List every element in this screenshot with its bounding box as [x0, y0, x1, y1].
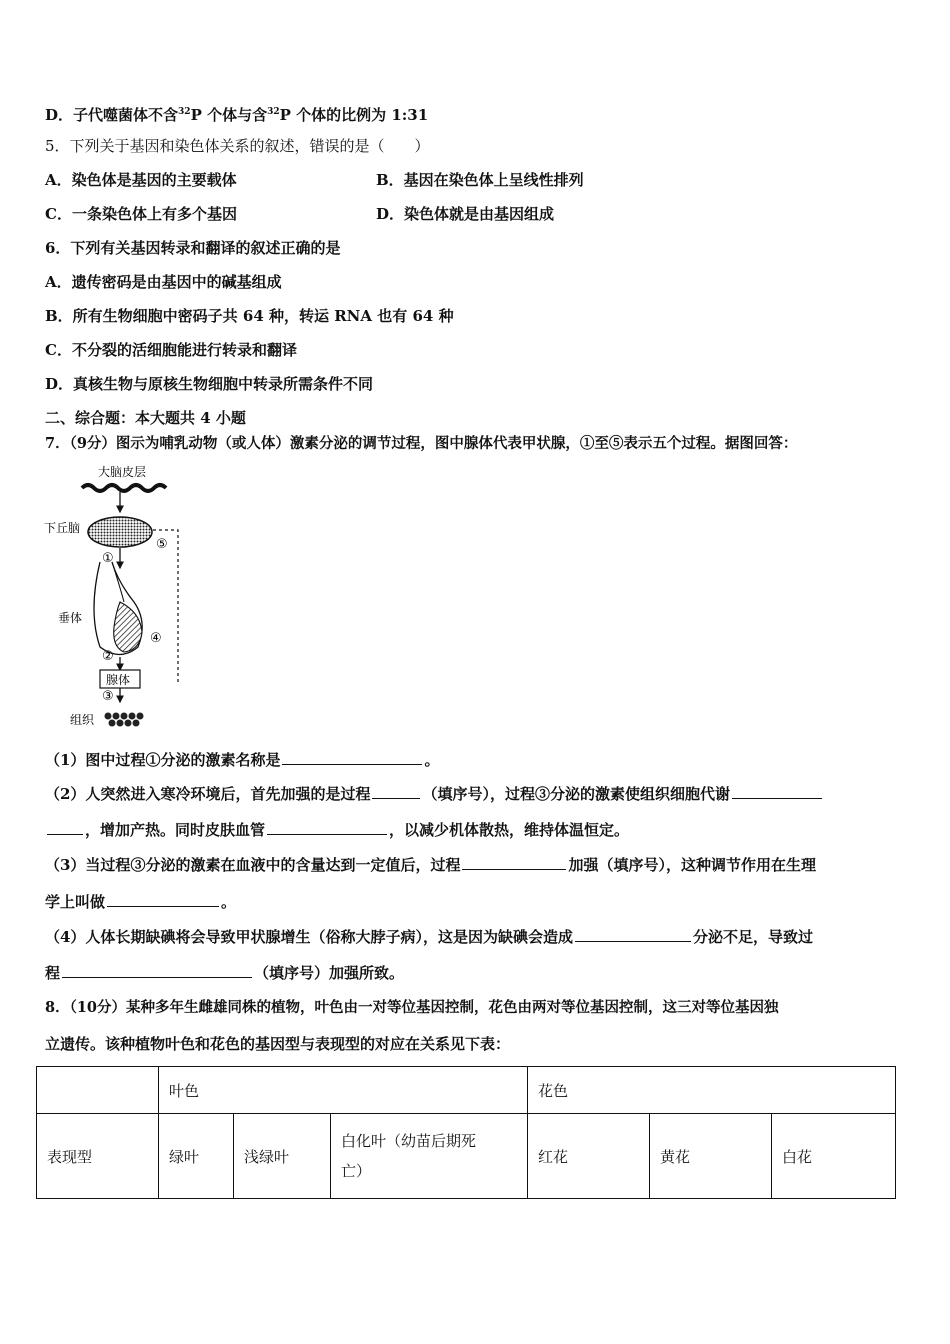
table-cell-white: 白花: [772, 1114, 896, 1199]
q6-option-c: C．不分裂的活细胞能进行转录和翻译: [45, 341, 297, 359]
answer-blank-8[interactable]: [62, 963, 252, 978]
label-gland: 腺体: [106, 673, 131, 687]
answer-blank-5[interactable]: [462, 855, 566, 870]
q7-stem: 7．（9分）图示为哺乳动物（或人体）激素分泌的调节过程，图中腺体代表甲状腺，①至⑤表示五个过程。据图回答：: [45, 435, 798, 452]
q6-option-a: A．遗传密码是由基因中的碱基组成: [45, 273, 282, 291]
q7-sub4-cont: 程 （填序号）加强所致。: [45, 964, 405, 982]
section-heading: 二、综合题：本大题共 4 小题: [45, 409, 246, 427]
table-row-label: 表现型: [37, 1114, 159, 1199]
table-header-leaf: 叶色: [159, 1067, 528, 1114]
phenotype-table: [36, 1066, 896, 1199]
table-cell-green: 绿叶: [159, 1114, 234, 1199]
hypothalamus-shape: [88, 517, 152, 547]
q7-sub2: （2）人突然进入寒冷环境后，首先加强的是过程 （填序号），过程③分泌的激素使组织细胞代谢: [45, 784, 824, 804]
q5-stem: 5．下列关于基因和染色体关系的叙述，错误的是（ ）: [45, 137, 430, 155]
q5-option-d: D．染色体就是由基因组成: [376, 205, 555, 223]
cortex-shape: [82, 485, 166, 491]
answer-blank-7[interactable]: [575, 927, 691, 942]
table-row: [37, 1114, 896, 1199]
table-cell-red: 红花: [528, 1114, 650, 1199]
label-hypothalamus: 下丘脑: [44, 521, 81, 535]
label-process-1: ①: [102, 551, 114, 566]
q6-option-b: B．所有生物细胞中密码子共 64 种，转运 RNA 也有 64 种: [45, 307, 454, 325]
table-cell-albino: 白化叶（幼苗后期死 亡）: [331, 1114, 528, 1199]
table-cell-empty: [37, 1067, 159, 1114]
q7-sub1: （1）图中过程①分泌的激素名称是 。: [45, 751, 440, 769]
table-cell-yellow: 黄花: [650, 1114, 772, 1199]
feedback-line: [153, 530, 178, 684]
q7-sub4: （4）人体长期缺碘将会导致甲状腺增生（俗称大脖子病），这是因为缺碘会造成 分泌不足，导致过: [45, 928, 813, 946]
label-tissue: 组织: [70, 713, 95, 727]
q8-stem: 8．（10分）某种多年生雌雄同株的植物，叶色由一对等位基因控制，花色由两对等位基因控制，这三对等位基因独: [45, 999, 779, 1016]
q8-stem-2: 立遗传。该种植物叶色和花色的基因型与表现型的对应在关系见下表：: [45, 1035, 511, 1053]
q5-option-a: A．染色体是基因的主要载体: [45, 171, 237, 189]
table-cell-light-green: 浅绿叶: [234, 1114, 331, 1199]
label-process-4: ④: [150, 631, 162, 646]
label-pituitary: 垂体: [58, 611, 83, 625]
tissue-cells: [105, 713, 144, 727]
label-process-2: ②: [102, 649, 114, 664]
q4-option-d: D．子代噬菌体不含$^{32}$P 个体与含$^{32}$P 个体的比例为 1:31: [45, 106, 429, 124]
pituitary-stalk: [112, 562, 124, 602]
label-process-3: ③: [102, 689, 114, 704]
label-process-5: ⑤: [156, 537, 168, 552]
hormone-regulation-diagram: [40, 462, 200, 732]
table-row: [37, 1067, 896, 1114]
q7-sub3: （3）当过程③分泌的激素在血液中的含量达到一定值后，过程 加强（填序号），这种调节作用在生理: [45, 856, 816, 874]
q7-sub2-cont: ，增加产热。同时皮肤血管 ，以减少机体散热，维持体温恒定。: [45, 820, 629, 840]
answer-blank-6[interactable]: [107, 892, 219, 907]
table-header-flower: 花色: [528, 1067, 896, 1114]
answer-blank-4[interactable]: [267, 820, 387, 835]
q5-option-c: C．一条染色体上有多个基因: [45, 205, 237, 223]
answer-blank-2[interactable]: [372, 784, 420, 799]
answer-blank-3a[interactable]: [732, 784, 822, 799]
q7-sub3-cont: 学上叫做 。: [45, 893, 237, 911]
answer-blank-3b[interactable]: [47, 820, 83, 835]
q6-stem: 6．下列有关基因转录和翻译的叙述正确的是: [45, 239, 341, 257]
q5-option-b: B．基因在染色体上呈线性排列: [376, 171, 584, 189]
q6-option-d: D．真核生物与原核生物细胞中转录所需条件不同: [45, 375, 374, 393]
answer-blank-1[interactable]: [282, 750, 422, 765]
label-cortex: 大脑皮层: [98, 465, 147, 479]
